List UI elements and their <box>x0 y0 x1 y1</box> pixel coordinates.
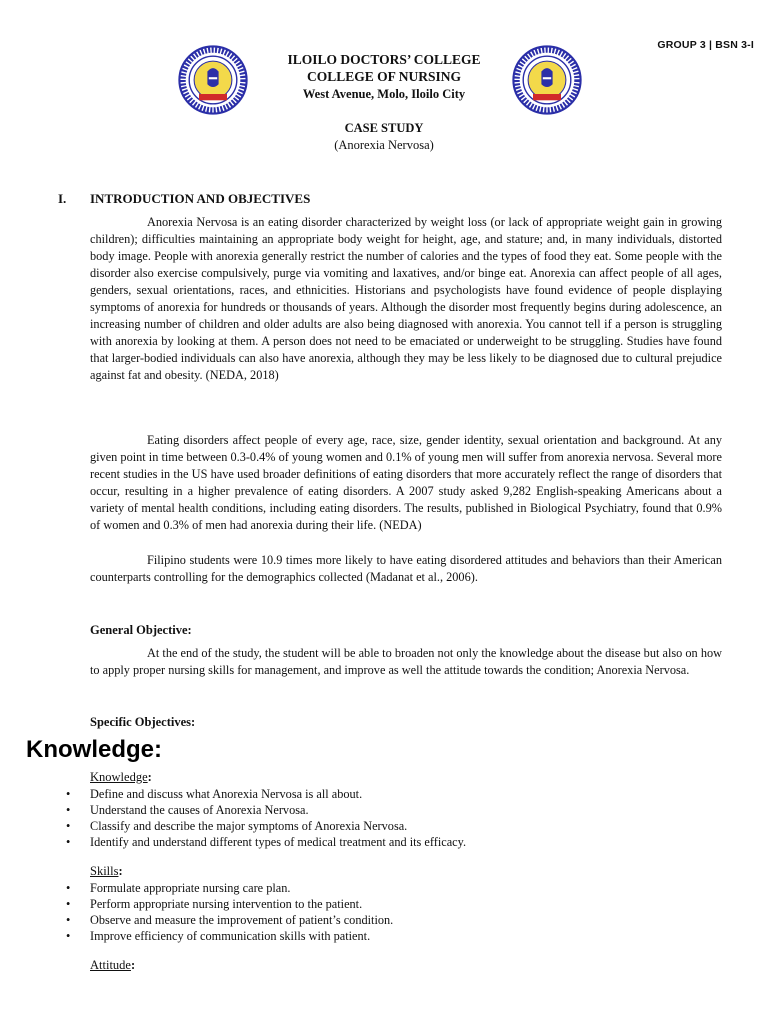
section-title: INTRODUCTION AND OBJECTIVES <box>90 191 311 206</box>
attitude-colon: : <box>130 958 136 972</box>
knowledge-colon: : <box>147 770 152 784</box>
list-item <box>66 786 726 802</box>
knowledge-title: Knowledge <box>90 770 148 784</box>
bullet-icon: • <box>66 929 71 943</box>
attitude-subheading <box>90 958 135 973</box>
list-item-text: Define and discuss what Anorexia Nervosa is all about. <box>90 787 363 801</box>
section-heading <box>58 191 310 207</box>
section-number: I. <box>58 191 67 206</box>
list-item <box>66 880 726 896</box>
college-name: ILOILO DOCTORS’ COLLEGE <box>287 52 481 67</box>
list-item-text: Perform appropriate nursing intervention to the patient. <box>90 897 363 911</box>
bullet-icon: • <box>66 835 71 849</box>
list-item <box>66 834 726 850</box>
knowledge-subheading <box>90 770 152 785</box>
bullet-icon: • <box>66 819 71 833</box>
list-item <box>66 818 726 834</box>
document-type: CASE STUDY <box>344 121 424 135</box>
college-address: West Avenue, Molo, Iloilo City <box>302 87 466 101</box>
knowledge-overlay-heading: Knowledge: <box>26 736 162 763</box>
list-item-text: Identify and understand different types of medical treatment and its efficacy. <box>90 835 467 849</box>
department-name: COLLEGE OF NURSING <box>306 69 462 84</box>
skills-list <box>66 880 726 944</box>
list-item <box>66 896 726 912</box>
list-item-text: Formulate appropriate nursing care plan. <box>90 881 291 895</box>
list-item-text: Classify and describe the major symptoms of Anorexia Nervosa. <box>90 819 408 833</box>
list-item-text: Understand the causes of Anorexia Nervosa. <box>90 803 309 817</box>
list-item-text: Improve efficiency of communication skills with patient. <box>90 929 371 943</box>
group-tag: GROUP 3 | BSN 3-I <box>657 39 754 51</box>
document-subject: (Anorexia Nervosa) <box>334 138 434 152</box>
specific-objectives-label: Specific Objectives: <box>90 715 196 729</box>
general-objective-label: General Objective: <box>90 623 192 637</box>
skills-title: Skills <box>90 864 119 878</box>
intro-paragraph-1: Anorexia Nervosa is an eating disorder characterized by weight loss (or lack of appropriate weight gain in growing children); difficulties maintaining an appropriate body weight for height, age, and stature; and, in many individuals, distorted body image. People with anorexia generally restrict the number of calories and the types of food they eat. Some people with the disorder also exercise compulsively, purge via vomiting and laxatives, and/or binge eat. Anorexia can affect people of all ages, genders, sexual orientations, races, and ethnicities. Historians and psychologists have found evidence of people displaying symptoms of anorexia for hundreds or thousands of years. Although the disorder most frequently begins during adolescence, an increasing number of children and older adults are also being diagnosed with anorexia. You cannot tell if a person is struggling with anorexia by looking at them. A person does not need to be emaciated or underweight to be struggling. Studies have found that larger-bodied individuals can also have anorexia, although they may be less likely to be diagnosed due to cultural prejudice against fat and obesity. (NEDA, 2018) <box>90 215 722 382</box>
bullet-icon: • <box>66 803 71 817</box>
list-item-text: Observe and measure the improvement of patient’s condition. <box>90 913 394 927</box>
bullet-icon: • <box>66 881 71 895</box>
attitude-title: Attitude <box>90 958 131 972</box>
skills-subheading <box>90 864 123 879</box>
knowledge-list <box>66 786 726 850</box>
list-item <box>66 928 726 944</box>
bullet-icon: • <box>66 913 71 927</box>
general-objective-text: At the end of the study, the student will be able to broaden not only the knowledge about the disease but also on how to apply proper nursing skills for management, and improve as well the attitude towards the condition; Anorexia Nervosa. <box>90 646 722 677</box>
list-item <box>66 802 726 818</box>
intro-paragraph-2: Eating disorders affect people of every age, race, size, gender identity, sexual orientation and background. At any given point in time between 0.3-0.4% of young women and 0.1% of young men will suffer from anorexia nervosa. Several more recent studies in the US have used broader definitions of eating disorders that more accurately reflect the range of disorders that occur, resulting in a higher prevalence of eating disorders. A 2007 study asked 9,282 English-speaking Americans about a variety of mental health conditions, including eating disorders. The results, published in Biological Psychiatry, found that 0.9% of women and 0.3% of men had anorexia during their life. (NEDA) <box>90 433 722 532</box>
list-item <box>66 912 726 928</box>
bullet-icon: • <box>66 787 71 801</box>
skills-colon: : <box>118 864 123 878</box>
bullet-icon: • <box>66 897 71 911</box>
intro-paragraph-3: Filipino students were 10.9 times more likely to have eating disordered attitudes and behaviors than their American counterparts controlling for the demographics collected (Madanat et al., 2006). <box>90 553 722 584</box>
